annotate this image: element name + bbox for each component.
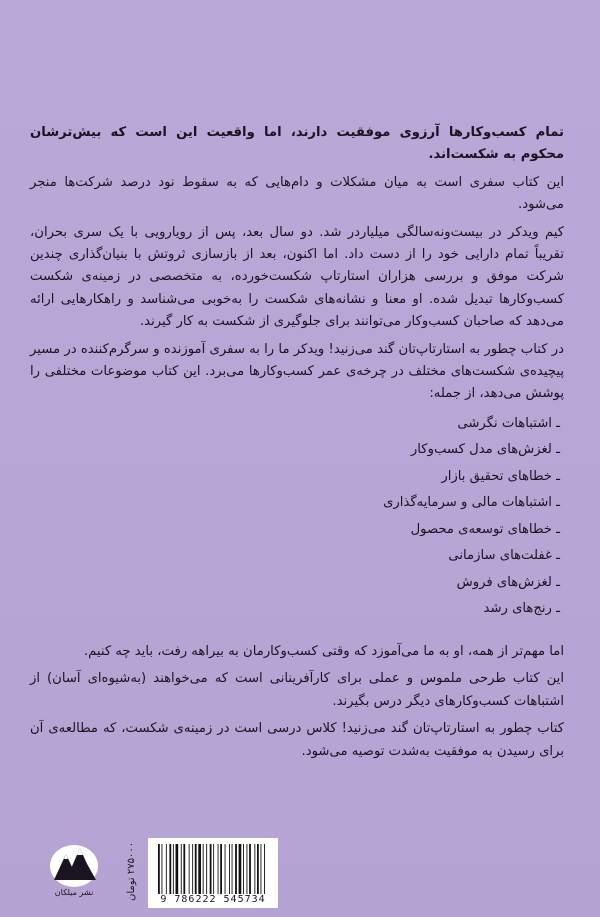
topic-item: ـ لغزش‌های فروش xyxy=(30,570,560,597)
mountains-icon xyxy=(48,840,100,888)
back-cover-text xyxy=(30,122,564,768)
topic-item: ـ رنج‌های رشد xyxy=(30,596,560,623)
paragraph-closing: کتاب چطور به استارتاپ‌تان گند می‌زنید! کلاس درسی است در زمینه‌ی شکست، که مطالعه‌ی آن برای رسیدن به موفقیت به‌شدت توصیه می‌شود. xyxy=(30,721,564,759)
publisher-name: نشر میلکان xyxy=(54,888,94,897)
paragraph-book: در کتاب چطور به استارتاپ‌تان گند می‌زنید! ویدکر ما را به سفری آموزنده و سرگرم‌کننده در مسیر پیچیده‌ی شکست‌های مختلف در چرخه‌ی عمر کسب‌وکارها می‌برد. این کتاب موضوعات مختلفی را پوشش می‌دهد، از جمله: xyxy=(30,341,564,402)
lead-paragraph: تمام کسب‌وکارها آرزوی موفقیت دارند، اما واقعیت این است که بیش‌ترشان محکوم به شکست‌اند. xyxy=(30,125,564,163)
topic-item: ـ خطاهای توسعه‌ی محصول xyxy=(30,517,560,544)
isbn-barcode xyxy=(148,838,278,908)
topic-item: ـ اشتباهات نگرشی xyxy=(30,411,560,438)
price-label: ۲۷۵۰۰۰ تومان xyxy=(126,842,137,902)
paragraph-lesson: اما مهم‌تر از همه، او به ما می‌آموزد که وقتی کسب‌وکارمان به بیراهه رفت، باید چه کنیم. xyxy=(83,643,564,659)
topic-item: ـ لغزش‌های مدل کسب‌وکار xyxy=(30,437,560,464)
topic-item: ـ اشتباهات مالی و سرمایه‌گذاری xyxy=(30,490,560,517)
topics-list xyxy=(30,411,564,623)
topic-item: ـ خطاهای تحقیق بازار xyxy=(30,464,560,491)
paragraph-author: کیم ویدکر در بیست‌ونه‌سالگی میلیاردر شد. دو سال بعد، پس از رویارویی با یک سری بحران، تقریباً تمام دارایی خود را از دست داد. اما اکنون، بعد از بازسازی ثروتش با بنیان‌گذاری چندین شرکت موفق و بررسی هزاران استارتاپ شکست‌خورده، به متخصصی در زمینه‌ی شکست کسب‌وکارها تبدیل شده. او معنا و نشانه‌های شکست را به‌خوبی می‌شناسد و راهکارهایی ارائه می‌دهد که صاحبان کسب‌وکار می‌توانند برای جلوگیری از شکست به کار گیرند. xyxy=(30,224,564,330)
paragraph-plan: این کتاب طرحی ملموس و عملی برای کارآفرینانی است که می‌خواهند (به‌شیوه‌ای آسان) از اشتباهات کسب‌وکارهای دیگر درس بگیرند. xyxy=(30,671,564,709)
barcode-icon xyxy=(156,844,270,894)
topic-item: ـ غفلت‌های سازمانی xyxy=(30,543,560,570)
publisher-logo xyxy=(48,840,100,902)
isbn-number: 9 786222 545734 xyxy=(160,894,266,905)
paragraph-intro: این کتاب سفری است به میان مشکلات و دام‌هایی که به سقوط نود درصد شرکت‌ها منجر می‌شود. xyxy=(30,174,564,213)
